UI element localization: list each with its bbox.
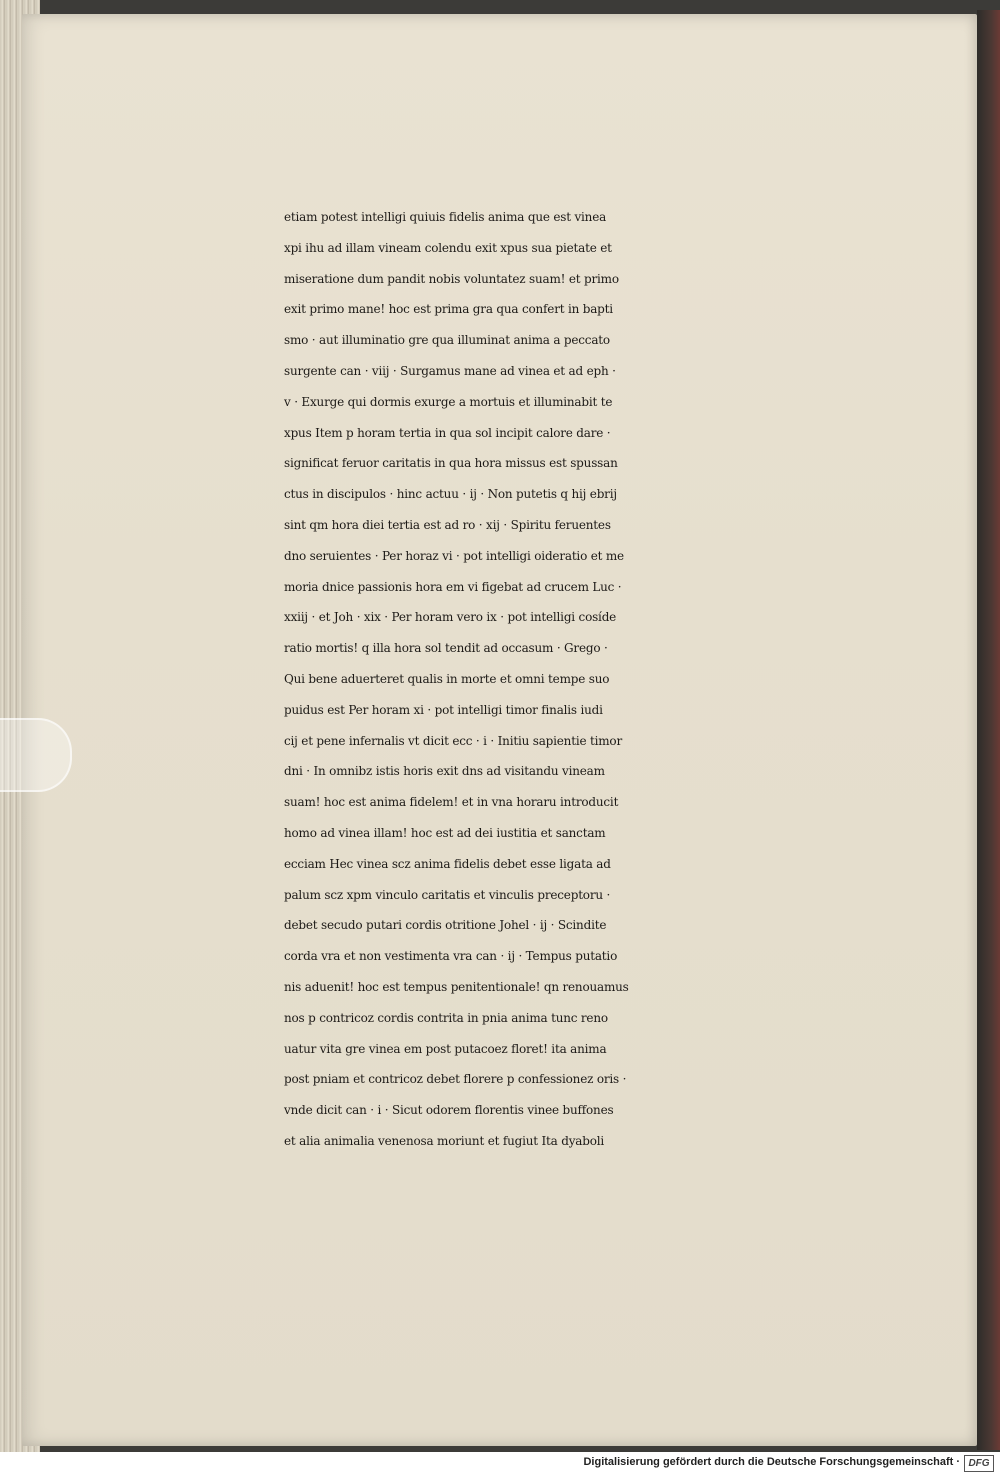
- text-line: dni · In omnibz istis horis exit dns ad visitandu vineam: [284, 764, 605, 779]
- text-line: moria dnice passionis hora em vi figebat ad crucem Luc ·: [284, 579, 622, 594]
- book-cover-edge: [977, 10, 1000, 1450]
- text-line: xpi ihu ad illam vineam colendu exit xpus sua pietate et: [284, 240, 612, 255]
- text-line: v · Exurge qui dormis exurge a mortuis et illuminabit te: [284, 394, 613, 409]
- text-line: ctus in discipulos · hinc actuu · ij · Non putetis q hij ebrij: [284, 487, 617, 502]
- text-line: vnde dicit can · i · Sicut odorem florentis vinee buffones: [284, 1103, 614, 1118]
- text-line: palum scz xpm vinculo caritatis et vinculis preceptoru ·: [284, 887, 611, 902]
- text-line: xxiij · et Joh · xix · Per horam vero ix · pot intelligi cosíde: [284, 610, 617, 625]
- funding-credit: Digitalisierung gefördert durch die Deutsche Forschungsgemeinschaft ·: [583, 1456, 960, 1468]
- text-line: sint qm hora diei tertia est ad ro · xij · Spiritu feruentes: [284, 517, 611, 532]
- text-line: et alia animalia venenosa moriunt et fugiut Ita dyaboli: [284, 1133, 605, 1148]
- page-clip: [0, 718, 72, 792]
- text-line: dno seruientes · Per horaz vi · pot intelligi oideratio et me: [284, 548, 624, 563]
- text-line: uatur vita gre vinea em post putacoez floret! ita anima: [284, 1041, 607, 1056]
- text-line: nos p contricoz cordis contrita in pnia anima tunc reno: [284, 1010, 608, 1025]
- text-line: puidus est Per horam xi · pot intelligi timor finalis iudi: [284, 702, 603, 717]
- dfg-logo: DFG: [964, 1455, 994, 1472]
- text-line: ecciam Hec vinea scz anima fidelis debet esse ligata ad: [284, 856, 611, 871]
- footer-bar: [0, 1452, 1000, 1475]
- text-line: Qui bene aduerteret qualis in morte et omni tempe suo: [284, 671, 610, 686]
- text-line: exit primo mane! hoc est prima gra qua confert in bapti: [284, 302, 613, 317]
- text-line: cij et pene infernalis vt dicit ecc · i · Initiu sapientie timor: [284, 733, 622, 748]
- text-line: miseratione dum pandit nobis voluntatez suam! et primo: [284, 271, 619, 286]
- text-line: debet secudo putari cordis otritione Johel · ij · Scindite: [284, 918, 607, 933]
- text-line: significat feruor caritatis in qua hora missus est spussan: [284, 456, 618, 471]
- text-line: ratio mortis! q illa hora sol tendit ad occasum · Grego ·: [284, 641, 608, 656]
- text-line: post pniam et contricoz debet florere p confessionez oris ·: [284, 1072, 627, 1087]
- text-line: homo ad vinea illam! hoc est ad dei iustitia et sanctam: [284, 825, 606, 840]
- text-line: smo · aut illuminatio gre qua illuminat anima a peccato: [284, 333, 610, 348]
- text-block: [284, 202, 904, 1157]
- text-line: corda vra et non vestimenta vra can · ij · Tempus putatio: [284, 949, 618, 964]
- text-line: nis aduenit! hoc est tempus penitentionale! qn renouamus: [284, 979, 629, 994]
- text-line: suam! hoc est anima fidelem! et in vna horaru introducit: [284, 795, 619, 810]
- text-line: xpus Item p horam tertia in qua sol incipit calore dare ·: [284, 425, 611, 440]
- text-line: etiam potest intelligi quiuis fidelis anima que est vinea: [284, 210, 607, 224]
- text-line: surgente can · viij · Surgamus mane ad vinea et ad eph ·: [284, 363, 616, 378]
